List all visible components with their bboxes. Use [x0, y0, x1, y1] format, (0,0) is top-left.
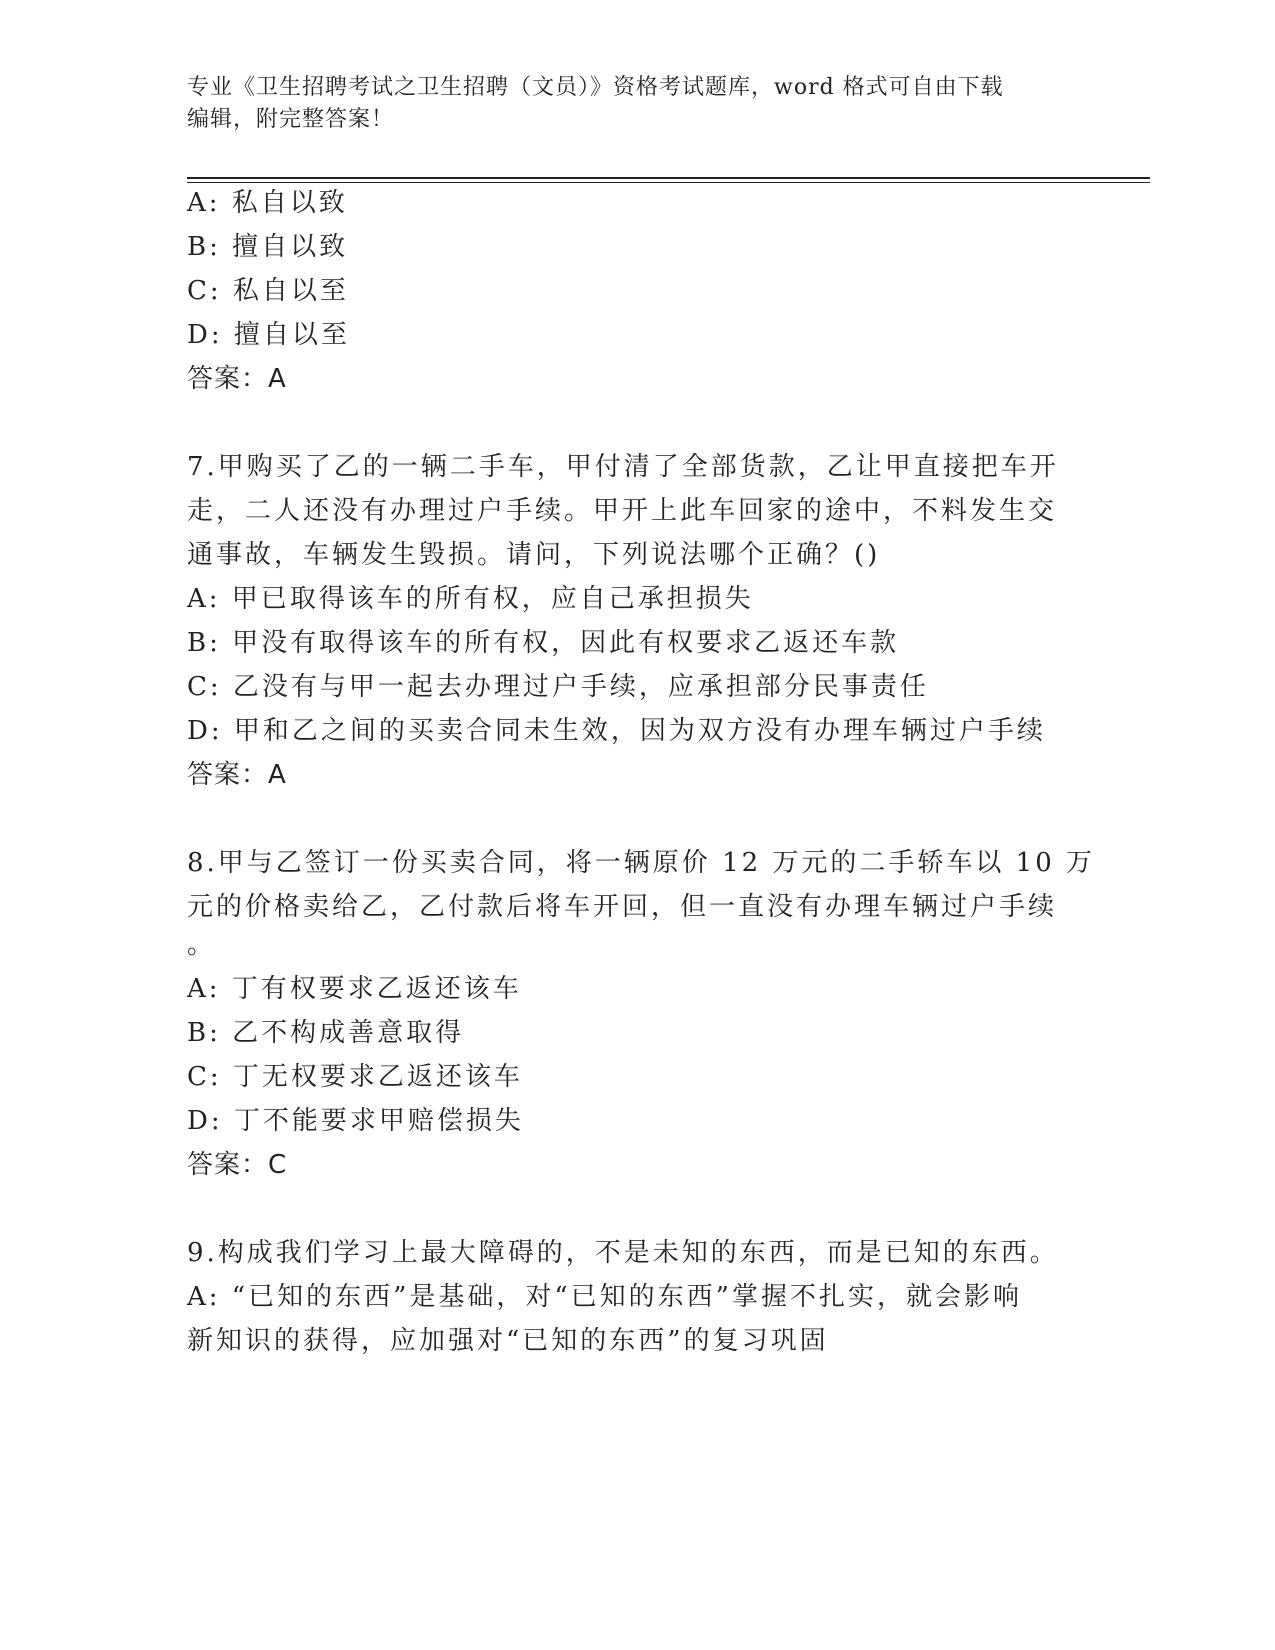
q6-option-d: D: 擅自以至 [187, 320, 350, 350]
q7-stem-2: 走，二人还没有办理过户手续。甲开上此车回家的途中，不料发生交 [187, 496, 1058, 526]
q6-option-c: C: 私自以至 [187, 276, 349, 306]
q7-option-b: B: 甲没有取得该车的所有权，因此有权要求乙返还车款 [187, 628, 900, 658]
q9-option-a-1: A: “已知的东西”是基础，对“已知的东西”掌握不扎实，就会影响 [187, 1282, 1022, 1312]
q9-option-a-2: 新知识的获得，应加强对“已知的东西”的复习巩固 [187, 1326, 829, 1356]
q8-option-a: A: 丁有权要求乙返还该车 [187, 974, 522, 1004]
header-line-2: 编辑，附完整答案！ [187, 107, 395, 132]
q8-stem-3: 。 [187, 930, 217, 960]
header-divider [187, 177, 1150, 179]
document-header [187, 72, 1087, 136]
q8-option-b: B: 乙不构成善意取得 [187, 1018, 465, 1048]
q8-stem-2: 元的价格卖给乙，乙付款后将车开回，但一直没有办理车辆过户手续 [187, 892, 1058, 922]
q6-option-b: B: 擅自以致 [187, 232, 349, 262]
q9-stem-1: 9.构成我们学习上最大障碍的，不是未知的东西，而是已知的东西。 [187, 1238, 1059, 1268]
q7-option-d: D: 甲和乙之间的买卖合同未生效，因为双方没有办理车辆过户手续 [187, 716, 1046, 746]
q8-answer: 答案：C [187, 1150, 288, 1180]
q8-option-d: D: 丁不能要求甲赔偿损失 [187, 1106, 524, 1136]
q7-option-c: C: 乙没有与甲一起去办理过户手续，应承担部分民事责任 [187, 672, 929, 702]
q7-option-a: A: 甲已取得该车的所有权，应自己承担损失 [187, 584, 754, 614]
q7-stem-1: 7.甲购买了乙的一辆二手车，甲付清了全部货款，乙让甲直接把车开 [187, 452, 1059, 482]
q6-option-a: A: 私自以致 [187, 188, 348, 218]
q8-option-c: C: 丁无权要求乙返还该车 [187, 1062, 523, 1092]
q6-answer: 答案：A [187, 364, 287, 394]
header-line-1: 专业《卫生招聘考试之卫生招聘（文员）》资格考试题库，word 格式可自由下载 [187, 75, 1004, 100]
q7-answer: 答案：A [187, 760, 287, 790]
q8-stem-1: 8.甲与乙签订一份买卖合同，将一辆原价 12 万元的二手轿车以 10 万 [187, 848, 1096, 878]
q7-stem-3: 通事故，车辆发生毁损。请问，下列说法哪个正确？() [187, 540, 881, 570]
